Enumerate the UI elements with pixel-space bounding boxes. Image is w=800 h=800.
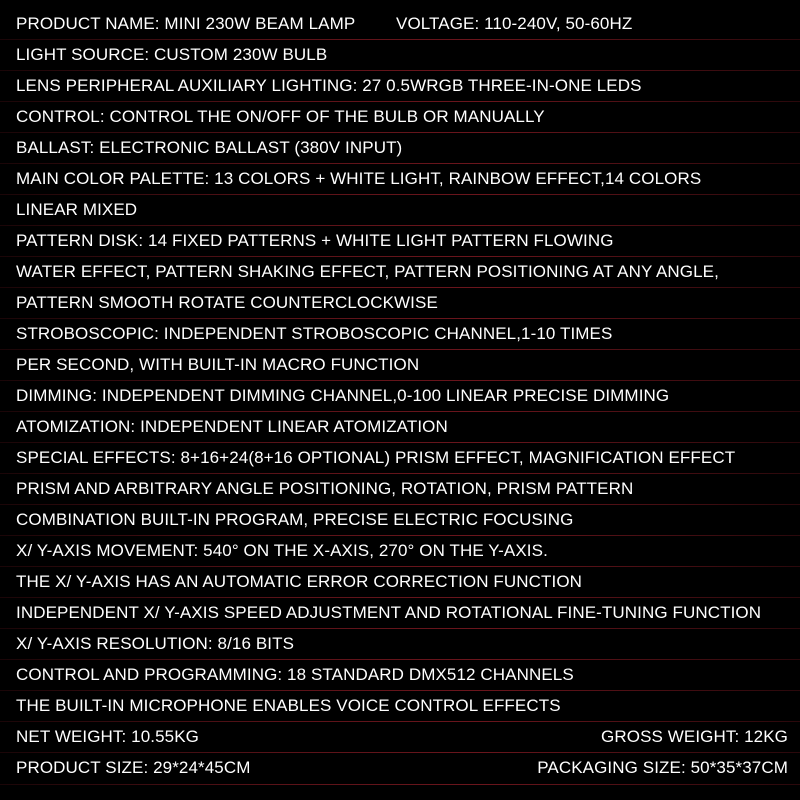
spec-row xyxy=(0,133,800,164)
spec-row xyxy=(0,691,800,722)
spec-text: X/ Y-AXIS MOVEMENT: 540° ON THE X-AXIS, 270° ON THE Y-AXIS. xyxy=(16,541,548,560)
spec-text: CONTROL AND PROGRAMMING: 18 STANDARD DMX512 CHANNELS xyxy=(16,665,574,684)
spec-row xyxy=(0,536,800,567)
spec-text: CONTROL: CONTROL THE ON/OFF OF THE BULB OR MANUALLY xyxy=(16,107,545,126)
spec-text-right: PACKAGING SIZE: 50*35*37CM xyxy=(537,758,788,777)
spec-text: THE X/ Y-AXIS HAS AN AUTOMATIC ERROR CORRECTION FUNCTION xyxy=(16,572,583,591)
spec-text: STROBOSCOPIC: INDEPENDENT STROBOSCOPIC CHANNEL,1-10 TIMES xyxy=(16,324,613,343)
spec-row xyxy=(0,381,800,412)
spec-row xyxy=(0,319,800,350)
spec-text: PER SECOND, WITH BUILT-IN MACRO FUNCTION xyxy=(16,355,420,374)
spec-text: PRISM AND ARBITRARY ANGLE POSITIONING, ROTATION, PRISM PATTERN xyxy=(16,479,634,498)
spec-text: MAIN COLOR PALETTE: 13 COLORS + WHITE LIGHT, RAINBOW EFFECT,14 COLORS xyxy=(16,169,702,188)
spec-text: COMBINATION BUILT-IN PROGRAM, PRECISE ELECTRIC FOCUSING xyxy=(16,510,574,529)
spec-text: PATTERN DISK: 14 FIXED PATTERNS + WHITE LIGHT PATTERN FLOWING xyxy=(16,231,614,250)
spec-row xyxy=(0,722,800,753)
spec-row xyxy=(0,226,800,257)
spec-text: LENS PERIPHERAL AUXILIARY LIGHTING: 27 0.5WRGB THREE-IN-ONE LEDS xyxy=(16,76,642,95)
spec-text: PATTERN SMOOTH ROTATE COUNTERCLOCKWISE xyxy=(16,293,438,312)
spec-text: LIGHT SOURCE: CUSTOM 230W BULB xyxy=(16,45,328,64)
spec-text: INDEPENDENT X/ Y-AXIS SPEED ADJUSTMENT AND ROTATIONAL FINE-TUNING FUNCTION xyxy=(16,603,762,622)
spec-row xyxy=(0,288,800,319)
spec-text: THE BUILT-IN MICROPHONE ENABLES VOICE CONTROL EFFECTS xyxy=(16,696,561,715)
spec-text: WATER EFFECT, PATTERN SHAKING EFFECT, PATTERN POSITIONING AT ANY ANGLE, xyxy=(16,262,719,281)
spec-row xyxy=(0,474,800,505)
spec-row xyxy=(0,412,800,443)
spec-row xyxy=(0,164,800,195)
spec-row xyxy=(0,660,800,691)
spec-text: DIMMING: INDEPENDENT DIMMING CHANNEL,0-100 LINEAR PRECISE DIMMING xyxy=(16,386,670,405)
spec-text-right: GROSS WEIGHT: 12KG xyxy=(601,727,788,746)
spec-text: NET WEIGHT: 10.55KG xyxy=(16,727,199,746)
spec-row xyxy=(0,629,800,660)
spec-row xyxy=(0,443,800,474)
spec-text: X/ Y-AXIS RESOLUTION: 8/16 BITS xyxy=(16,634,295,653)
spec-text: PRODUCT NAME: MINI 230W BEAM LAMP xyxy=(16,14,356,33)
spec-row xyxy=(0,71,800,102)
spec-text: LINEAR MIXED xyxy=(16,200,138,219)
spec-text: ATOMIZATION: INDEPENDENT LINEAR ATOMIZATION xyxy=(16,417,448,436)
spec-row xyxy=(0,350,800,381)
spec-row xyxy=(0,102,800,133)
spec-row xyxy=(0,195,800,226)
spec-text: BALLAST: ELECTRONIC BALLAST (380V INPUT) xyxy=(16,138,403,157)
spec-row xyxy=(0,505,800,536)
spec-row xyxy=(0,567,800,598)
spec-text: SPECIAL EFFECTS: 8+16+24(8+16 OPTIONAL) PRISM EFFECT, MAGNIFICATION EFFECT xyxy=(16,448,736,467)
spec-text-secondary: VOLTAGE: 110-240V, 50-60HZ xyxy=(396,14,633,33)
spec-text: PRODUCT SIZE: 29*24*45CM xyxy=(16,758,251,777)
spec-row xyxy=(0,9,800,40)
spec-row xyxy=(0,257,800,288)
spec-row xyxy=(0,753,800,784)
spec-row xyxy=(0,40,800,71)
spec-row xyxy=(0,598,800,629)
